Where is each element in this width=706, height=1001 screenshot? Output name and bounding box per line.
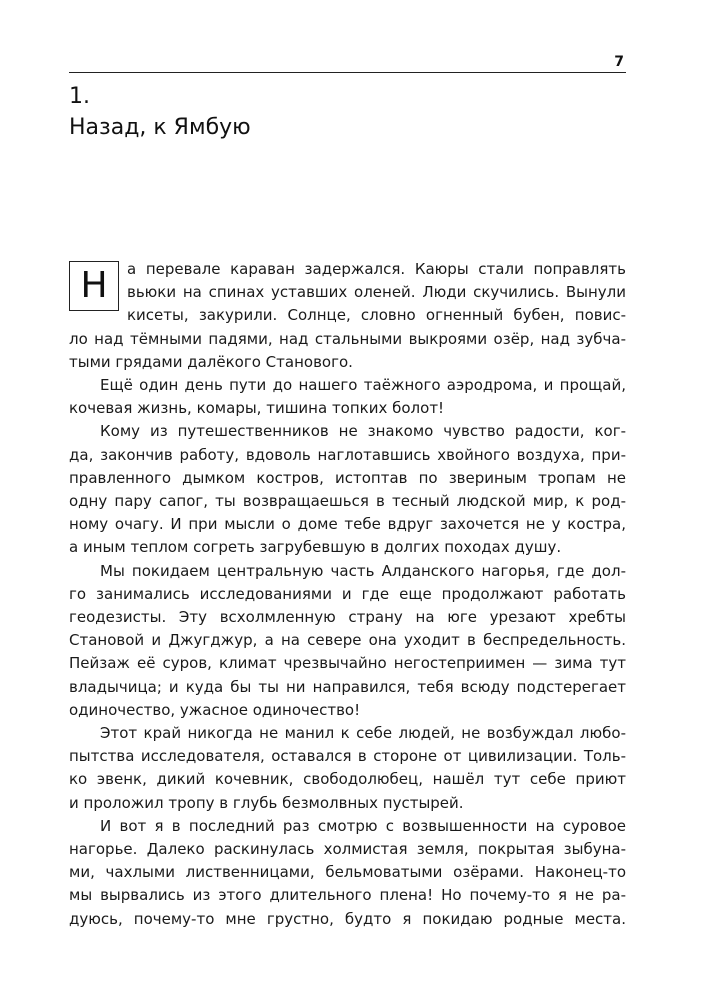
text-line: И вот я в последний раз смотрю с возвышенности на суровое <box>100 816 626 835</box>
paragraph-2 <box>69 374 626 420</box>
text-line: да, закончив работу, вдоволь наглотавшись хвойного воздуха, при- <box>69 445 626 464</box>
text-line: а иным теплом согреть загрубевшую в долгих походах душу. <box>69 538 562 557</box>
page-number: 7 <box>614 54 624 70</box>
text-line: а перевале караван задержался. Каюры стали поправлять <box>127 260 626 278</box>
text-line: ми, чахлыми лиственницами, бельмоватыми озёрами. Наконец-то <box>69 863 626 882</box>
text-line: Ещё один день пути до нашего таёжного аэродрома, и прощай, <box>100 376 626 395</box>
chapter-number: 1. <box>69 84 90 109</box>
drop-cap: Н <box>69 261 119 311</box>
text-line: Этот край никогда не манил к себе людей, не возбуждал любо- <box>100 724 626 743</box>
text-line: дуюсь, почему-то мне грустно, будто я покидаю родные места. <box>69 909 626 928</box>
text-line: ко эвенк, дикий кочевник, свободолюбец, нашёл тут себе приют <box>69 770 626 789</box>
text-line: Кому из путешественников не знакомо чувство радости, ког- <box>100 422 626 441</box>
text-line: ному очагу. И при мысли о доме тебе вдруг захочется не у костра, <box>69 515 626 534</box>
chapter-title: Назад, к Ямбую <box>69 115 251 140</box>
text-line: одну пару сапог, ты возвращаешься в тесный людской мир, к род- <box>69 492 626 511</box>
text-line: кочевая жизнь, комары, тишина топких болот! <box>69 399 445 418</box>
text-line: одиночество, ужасное одиночество! <box>69 700 361 719</box>
text-line: ло над тёмными падями, над стальными выкроями озёр, над зубча- <box>69 329 626 348</box>
paragraph-5 <box>69 722 626 815</box>
paragraph-1 <box>69 258 626 374</box>
text-line: геодезисты. Эту всхолмленную страну на юге урезают хребты <box>69 608 626 627</box>
text-line: Пейзаж её суров, климат чрезвычайно негостеприимен — зима тут <box>69 654 626 673</box>
text-line: и проложил тропу в глубь безмолвных пустырей. <box>69 793 464 812</box>
body-text <box>69 258 626 931</box>
header-rule <box>69 72 626 73</box>
text-line: правленного дымком костров, истоптав по звериным тропам не <box>69 468 626 487</box>
text-line: Мы покидаем центральную часть Алданского нагорья, где дол- <box>100 561 626 580</box>
text-line: го занимались исследованиями и где еще продолжают работать <box>69 584 626 603</box>
text-line: мы вырвались из этого длительного плена! Но почему-то я не ра- <box>69 886 626 905</box>
text-line: тыми грядами далёкого Станового. <box>69 352 353 371</box>
paragraph-4 <box>69 560 626 722</box>
text-line: владычица; и куда бы ты ни направился, тебя всюду подстерегает <box>69 677 626 696</box>
text-line: Становой и Джугджур, а на севере она уходит в беспредельность. <box>69 631 626 650</box>
text-line: вьюки на спинах уставших оленей. Люди скучились. Вынули <box>127 283 626 302</box>
text-line: нагорье. Далеко раскинулась холмистая земля, покрытая зыбуна- <box>69 840 626 859</box>
paragraph-3 <box>69 420 626 559</box>
text-line: пытства исследователя, оставался в стороне от цивилизации. Толь- <box>69 747 626 766</box>
paragraph-6 <box>69 815 626 931</box>
text-line: кисеты, закурили. Солнце, словно огненный бубен, повис- <box>127 306 626 325</box>
